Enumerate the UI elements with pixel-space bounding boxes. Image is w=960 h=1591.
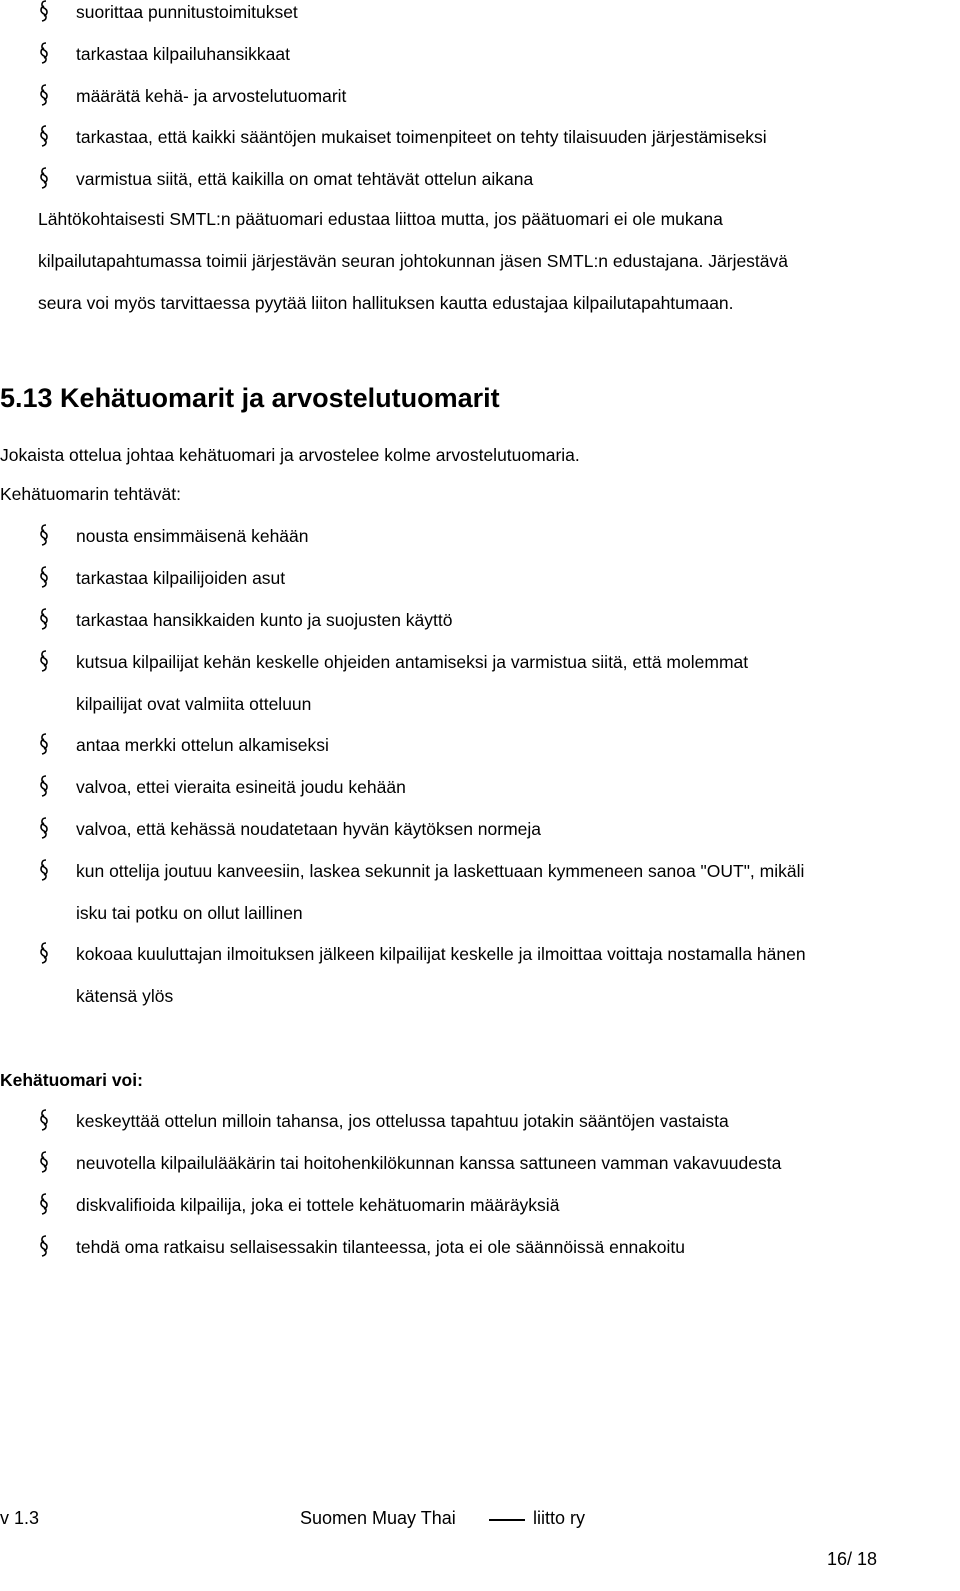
section-bullet-icon <box>38 732 50 756</box>
list-item-text: tehdä oma ratkaisu sellaisessakin tilanteessa, jota ei ole säännöissä ennakoitu <box>76 1237 685 1257</box>
intro-paragraph-line: seura voi myös tarvittaessa pyytää liiton hallituksen kautta edustajaa kilpailutapahtumaan. <box>38 293 734 313</box>
list-item-continuation <box>0 693 960 735</box>
list-item <box>0 1236 960 1278</box>
intro-paragraph-line: kilpailutapahtumassa toimii järjestävän seuran johtokunnan jäsen SMTL:n edustajana. Järjestävä <box>38 251 789 271</box>
list-item-text: isku tai potku on ollut laillinen <box>76 903 303 923</box>
list-item <box>0 860 960 902</box>
list-item-text: valvoa, että kehässä noudatetaan hyvän käytöksen normeja <box>76 819 542 839</box>
list-item <box>0 818 960 860</box>
list-item-text: tarkastaa hansikkaiden kunto ja suojusten käyttö <box>76 610 453 630</box>
list-item <box>0 1110 960 1152</box>
list-item <box>0 525 960 567</box>
list-item-text: nousta ensimmäisenä kehään <box>76 526 309 546</box>
list-item <box>0 1152 960 1194</box>
list-item <box>0 567 960 609</box>
list-item-text: kokoaa kuuluttajan ilmoituksen jälkeen kilpailijat keskelle ja ilmoittaa voittaja nostamalla hänen <box>76 944 806 964</box>
list-item-text: kun ottelija joutuu kanveesiin, laskea sekunnit ja laskettuaan kymmeneen sanoa "OUT", mikäli <box>76 861 805 881</box>
section-bullet-icon <box>38 83 50 107</box>
footer-organization: Suomen Muay Thai <box>300 1508 456 1528</box>
section-bullet-icon <box>38 858 50 882</box>
list-item-text: kutsua kilpailijat kehän keskelle ohjeiden antamiseksi ja varmistua siitä, että molemmat <box>76 652 749 672</box>
section-bullet-icon <box>38 1150 50 1174</box>
section-bullet-icon <box>38 774 50 798</box>
list-item-text: tarkastaa, että kaikki sääntöjen mukaiset toimenpiteet on tehty tilaisuuden järjestämiseksi <box>76 127 767 147</box>
list-item-text: antaa merkki ottelun alkamiseksi <box>76 735 329 755</box>
list-item-text: kilpailijat ovat valmiita otteluun <box>76 694 312 714</box>
section-bullet-icon <box>38 0 50 23</box>
list-item <box>0 168 960 210</box>
footer-dash <box>489 1519 525 1521</box>
list-item <box>0 126 960 168</box>
section-heading: 5.13 Kehätuomarit ja arvostelutuomarit <box>0 383 500 413</box>
list-item-text: tarkastaa kilpailijoiden asut <box>76 568 286 588</box>
section-bullet-icon <box>38 649 50 673</box>
list-item <box>0 776 960 818</box>
list-item <box>0 609 960 651</box>
list-item-text: varmistua siitä, että kaikilla on omat tehtävät ottelun aikana <box>76 169 534 189</box>
list-item <box>0 651 960 693</box>
list-item-text: keskeyttää ottelun milloin tahansa, jos ottelussa tapahtuu jotakin sääntöjen vastaista <box>76 1111 729 1131</box>
list-item <box>0 1194 960 1236</box>
section-bullet-icon <box>38 941 50 965</box>
section-bullet-icon <box>38 124 50 148</box>
list-item-text: diskvalifioida kilpailija, joka ei tottele kehätuomarin määräyksiä <box>76 1195 560 1215</box>
list-item-continuation <box>0 985 960 1027</box>
section-bullet-icon <box>38 565 50 589</box>
list-item <box>0 943 960 985</box>
list-item-text: valvoa, ettei vieraita esineitä joudu kehään <box>76 777 406 797</box>
list-item-text: suorittaa punnitustoimitukset <box>76 2 298 22</box>
footer-org-suffix: liitto ry <box>533 1508 586 1528</box>
section-bullet-icon <box>38 523 50 547</box>
list-item-text: määrätä kehä- ja arvostelutuomarit <box>76 86 347 106</box>
section-bullet-icon <box>38 1108 50 1132</box>
list-item-text: tarkastaa kilpailuhansikkaat <box>76 44 291 64</box>
list-item <box>0 85 960 127</box>
list-item <box>0 43 960 85</box>
list-item-continuation <box>0 902 960 944</box>
page-number: 16/ 18 <box>827 1549 878 1569</box>
footer-version: v 1.3 <box>0 1508 40 1528</box>
section-bullet-icon <box>38 166 50 190</box>
powers-heading: Kehätuomari voi: <box>0 1070 143 1090</box>
intro-paragraph-line: Lähtökohtaisesti SMTL:n päätuomari edustaa liittoa mutta, jos päätuomari ei ole mukana <box>38 209 723 229</box>
list-item <box>0 734 960 776</box>
section-bullet-icon <box>38 1234 50 1258</box>
section-intro-line: Jokaista ottelua johtaa kehätuomari ja arvostelee kolme arvostelutuomaria. <box>0 445 580 465</box>
section-bullet-icon <box>38 607 50 631</box>
list-item-text: kätensä ylös <box>76 986 174 1006</box>
duties-label: Kehätuomarin tehtävät: <box>0 484 181 504</box>
list-item <box>0 1 960 43</box>
section-bullet-icon <box>38 41 50 65</box>
list-item-text: neuvotella kilpailulääkärin tai hoitohenkilökunnan kanssa sattuneen vamman vakavuudesta <box>76 1153 782 1173</box>
section-bullet-icon <box>38 816 50 840</box>
section-bullet-icon <box>38 1192 50 1216</box>
